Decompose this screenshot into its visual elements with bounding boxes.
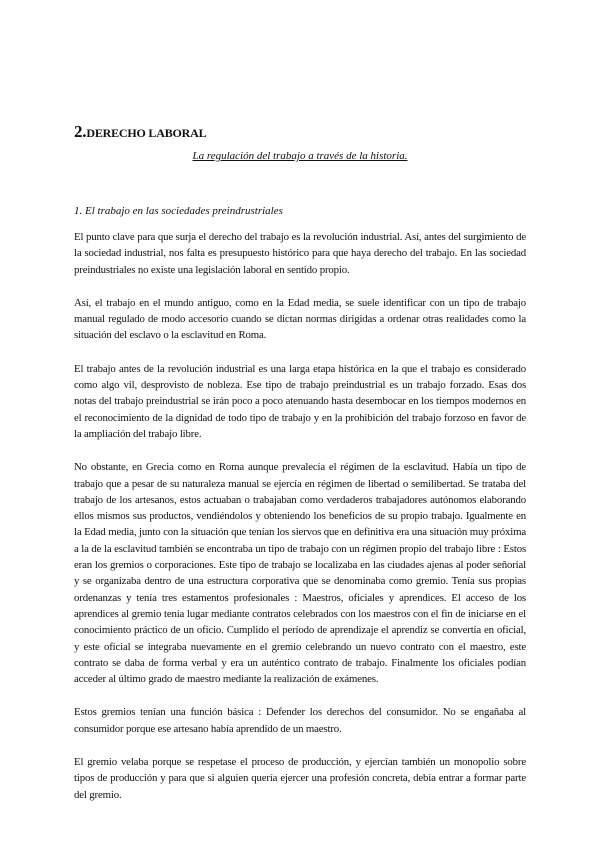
paragraph: Estos gremios tenían una función básica : Defender los derechos del consumidor. No se engañaba al consumidor porque ese artesano había aprendido de un maestro. bbox=[74, 706, 526, 735]
chapter-title: DERECHO LABORAL bbox=[86, 126, 207, 140]
chapter-number: 2. bbox=[74, 122, 87, 141]
body-text bbox=[74, 229, 526, 820]
document-subtitle: La regulación del trabajo a través de la historia. bbox=[192, 150, 408, 162]
paragraph: El punto clave para que surja el derecho del trabajo es la revolución industrial. Así, antes del surgimiento de la sociedad industrial, nos falta es presupuesto histórico para que haya derecho del trabajo. En las sociedad preindustriales no existe una legislación laboral en sentido propio. bbox=[74, 231, 526, 276]
paragraph: El gremio velaba porque se respetase el proceso de producción, y ejercían también un monopolio sobre tipos de producción y para que si alguien quería ejercer una profesión concreta, debía entrar a formar parte del gremio. bbox=[74, 756, 526, 801]
chapter-heading bbox=[74, 116, 206, 143]
paragraph: El trabajo antes de la revolución industrial es una larga etapa histórica en la que el trabajo es considerado como algo vil, desprovisto de nobleza. Ese tipo de trabajo preindustrial es un trabajo forzado. Esas dos notas del trabajo preindustrial se irán poco a poco atenuando hasta desembocar en los tiempos modernos en el reconocimiento de la dignidad de todo tipo de trabajo y en la prohibición del trabajo forzoso en favor de la ampliación del trabajo libre. bbox=[74, 362, 526, 440]
paragraph: No obstante, en Grecia como en Roma aunque prevalecía el régimen de la esclavitud. Había un tipo de trabajo que a pesar de su naturaleza manual se ejercía en régimen de libertad o semilibertad. Se trataba del trabajo de los artesanos, estos actuaban o trabajaban como verdaderos trabajadores autónomos elaborando ellos mismos sus productos, vendiéndolos y obteniendo los beneficios de su propio trabajo. Igualmente en la Edad media, junto con la situación que tenían los siervos que en definitiva era una situación muy próxima a la de la esclavitud también se encontraba un tipo de trabajo con un régimen propio del trabajo libre : Estos eran los gremios o corporaciones. Este tipo de trabajo se localizaba en las ciudades ajenas al poder señorial y se organizaba dentro de una estructura corporativa que se denominaba como gremio. Tenía sus propias ordenanzas y tenía tres estamentos profesionales : Maestros, oficiales y aprendices. El acceso de los aprendices al gremio tenía lugar mediante contratos celebrados con los maestros con el fin de iniciarse en el conocimiento práctico de un oficio. Cumplido el período de aprendizaje el aprendiz se convertía en oficial, y este oficial se integraba nuevamente en el gremio celebrando un nuevo contrato con el maestro, este contrato se daba de forma verbal y era un auténtico contrato de trabajo. Finalmente los oficiales podían acceder al último grado de maestro mediante la realización de exámenes. bbox=[74, 461, 526, 686]
section-title: 1. El trabajo en las sociedades preindrustriales bbox=[74, 205, 283, 217]
paragraph: Así, el trabajo en el mundo antiguo, como en la Edad media, se suele identificar con un tipo de trabajo manual regulado de modo accesorio cuando se dictan normas dirigidas a ordenar otras realidades como la situación del esclavo o la esclavitud en Roma. bbox=[74, 296, 526, 342]
